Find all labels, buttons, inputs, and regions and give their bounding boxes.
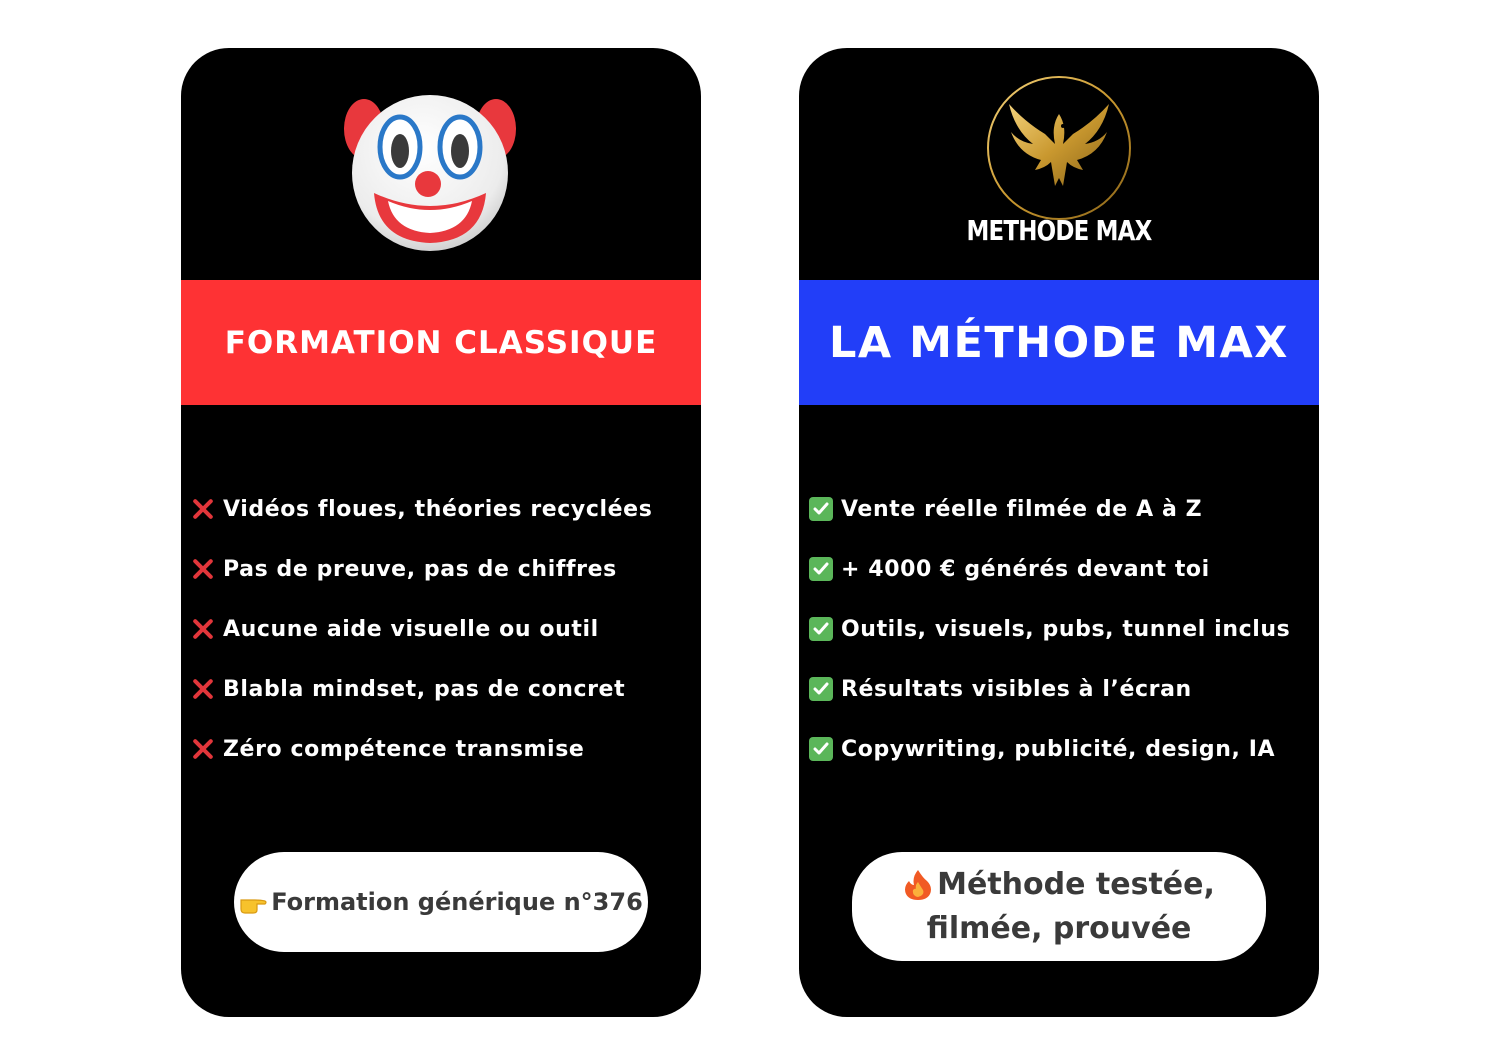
pill-label: Formation générique n°376 xyxy=(271,888,643,916)
golden-eagle-logo-icon xyxy=(985,74,1133,222)
banner-title: LA MÉTHODE MAX xyxy=(829,317,1289,368)
list-item: Copywriting, publicité, design, IA xyxy=(809,734,1275,764)
cross-mark-icon xyxy=(191,737,215,761)
pill-label-line1: Méthode testée, xyxy=(937,866,1215,902)
banner-title: FORMATION CLASSIQUE xyxy=(224,324,658,361)
list-item: Blabla mindset, pas de concret xyxy=(191,674,625,704)
cross-mark-icon xyxy=(191,497,215,521)
cross-mark-icon xyxy=(191,617,215,641)
pill-label-line2: filmée, prouvée xyxy=(926,910,1192,946)
generic-training-pill xyxy=(234,852,648,952)
pointing-hand-icon xyxy=(239,892,267,914)
list-item: + 4000 € générés devant toi xyxy=(809,554,1210,584)
methode-max-banner xyxy=(799,280,1319,405)
list-item: Pas de preuve, pas de chiffres xyxy=(191,554,617,584)
list-item: Outils, visuels, pubs, tunnel inclus xyxy=(809,614,1290,644)
classic-training-banner xyxy=(181,280,701,405)
list-item: Aucune aide visuelle ou outil xyxy=(191,614,599,644)
clown-face-icon xyxy=(344,91,516,251)
logo-label: METHODE MAX xyxy=(966,214,1152,247)
methode-max-card xyxy=(799,48,1319,1017)
list-item: Vente réelle filmée de A à Z xyxy=(809,494,1202,524)
check-mark-icon xyxy=(809,617,833,641)
check-mark-icon xyxy=(809,497,833,521)
fire-icon xyxy=(903,869,933,901)
check-mark-icon xyxy=(809,737,833,761)
proven-method-pill xyxy=(852,852,1266,961)
cross-mark-icon xyxy=(191,677,215,701)
list-item: Vidéos floues, théories recyclées xyxy=(191,494,652,524)
check-mark-icon xyxy=(809,557,833,581)
classic-training-card xyxy=(181,48,701,1017)
list-item: Zéro compétence transmise xyxy=(191,734,584,764)
list-item: Résultats visibles à l’écran xyxy=(809,674,1192,704)
cross-mark-icon xyxy=(191,557,215,581)
check-mark-icon xyxy=(809,677,833,701)
